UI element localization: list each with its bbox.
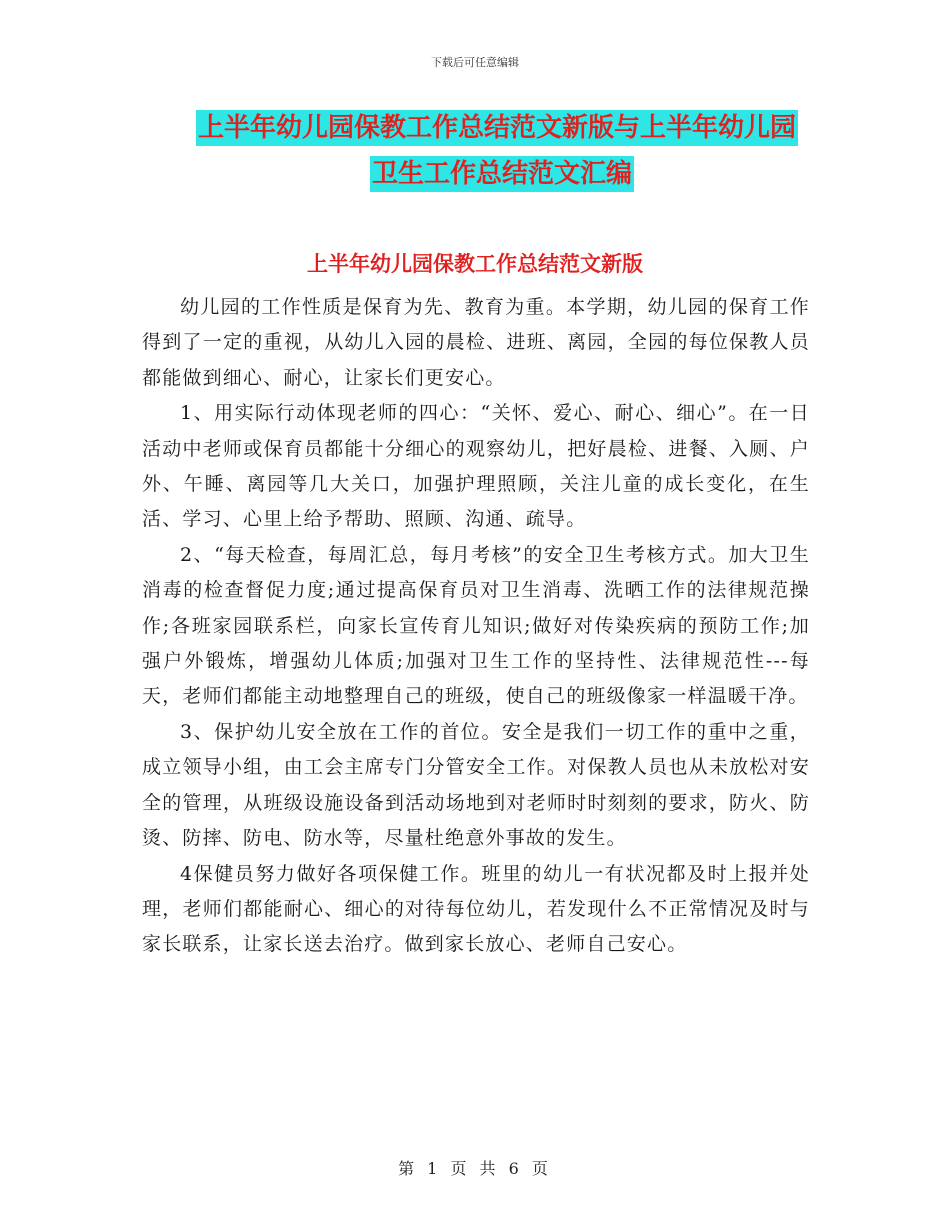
paragraph: 幼儿园的工作性质是保育为先、教育为重。本学期，幼儿园的保育工作得到了一定的重视，从幼儿入园的晨检、进班、离园，全园的每位保教人员都能做到细心、耐心，让家长们更安心。 — [142, 296, 810, 389]
body-text — [142, 290, 810, 963]
paragraph: 1、用实际行动体现老师的四心：“关怀、爱心、耐心、细心”。在一日活动中老师或保育员都能十分细心的观察幼儿，把好晨检、进餐、入厕、户外、午睡、离园等几大关口，加强护理照顾，关注儿童的成长变化，在生活、学习、心里上给予帮助、照顾、沟通、疏导。 — [142, 402, 810, 531]
paragraph: 4保健员努力做好各项保健工作。班里的幼儿一有状况都及时上报并处理，老师们都能耐心、细心的对待每位幼儿，若发现什么不正常情况及时与家长联系，让家长送去治疗。做到家长放心、老师自己安心。 — [142, 862, 810, 956]
title-line-2: 卫生工作总结范文汇编 — [370, 156, 634, 192]
page-number: 第 1 页 共 6 页 — [398, 1159, 552, 1178]
title-line-1: 上半年幼儿园保教工作总结范文新版与上半年幼儿园 — [196, 110, 798, 146]
paragraph: 3、保护幼儿安全放在工作的首位。安全是我们一切工作的重中之重，成立领导小组，由工会主席专门分管安全工作。对保教人员也从未放松对安全的管理，从班级设施设备到活动场地到对老师时时刻刻的要求，防火、防烫、防摔、防电、防水等，尽量杜绝意外事故的发生。 — [142, 720, 810, 850]
paragraph: 2、“每天检查，每周汇总，每月考核”的安全卫生考核方式。加大卫生消毒的检查督促力度;通过提高保育员对卫生消毒、洗晒工作的法律规范操作;各班家园联系栏，向家长宣传育儿知识;做好对传染疾病的预防工作;加强户外锻炼，增强幼儿体质;加强对卫生工作的坚持性、法律规范性---每天，老师们都能主动地整理自己的班级，使自己的班级像家一样温暖干净。 — [142, 543, 810, 708]
section-heading: 上半年幼儿园保教工作总结范文新版 — [307, 252, 643, 276]
header-note: 下载后可任意编辑 — [431, 56, 519, 69]
